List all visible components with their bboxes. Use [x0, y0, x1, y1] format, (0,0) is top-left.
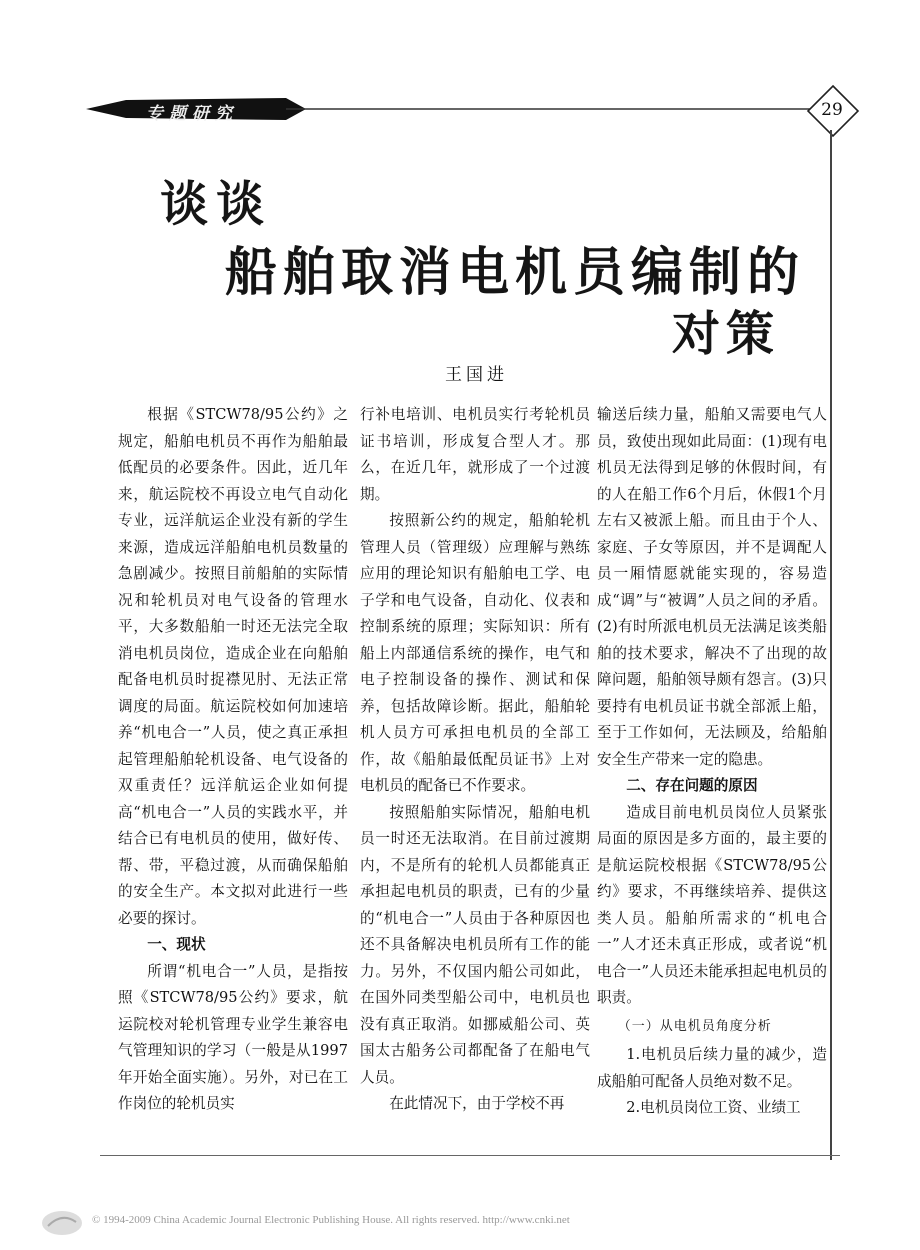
paragraph: 2.电机员岗位工资、业绩工	[626, 1099, 801, 1116]
footer-copyright: © 1994-2009 China Academic Journal Electronic Publishing House. All rights reserved. http://www.cnki.net	[92, 1214, 570, 1226]
paragraph: 按照新公约的规定，船舶轮机管理人员（管理级）应理解与熟练应用的理论知识有船舶电工学、电子学和电气设备，自动化、仪表和控制系统的原理；实际知识：所有船上内部通信系统的操作，电气和电子控制设备的操作、测试和保养，包括故障诊断。据此，船舶轮机人员方可承担电机员的全部工作，故《船舶最低配员证书》上对电机员的配备已不作要求。	[360, 512, 590, 794]
text-column-3	[597, 402, 827, 1122]
footer-rule	[100, 1155, 840, 1156]
paragraph: 1.电机员后续力量的减少，造成船舶可配备人员绝对数不足。	[597, 1046, 827, 1090]
article-title-line-2: 船舶取消电机员编制的	[225, 243, 806, 303]
paragraph: 输送后续力量，船舶又需要电气人员，致使出现如此局面：(1)现有电机员无法得到足够的休假时间，有的人在船工作6个月后，休假1个月左右又被派上船。而且由于个人、家庭、子女等原因，并不是调配人员一厢情愿就能实现的，容易造成“调”与“被调”人员之间的矛盾。(2)有时所派电机员无法满足该类船舶的技术要求，解决不了出现的故障问题，船舶领导颇有怨言。(3)只要持有电机员证书就全部派上船，至于工作如何，无法顾及，给船舶安全生产带来一定的隐患。	[597, 406, 827, 768]
paragraph: 所谓“机电合一”人员，是指按照《STCW78/95公约》要求，航运院校对轮机管理专业学生兼容电气管理知识的学习（一般是从1997年开始全面实施）。另外，对已在工作岗位的轮机员实	[118, 962, 348, 1112]
text-column-2	[360, 402, 590, 1118]
article-title-line-1: 谈谈	[160, 176, 273, 232]
section-tag: 专题研究	[146, 104, 238, 124]
paragraph: 造成目前电机员岗位人员紧张局面的原因是多方面的，最主要的是航运院校根据《STCW78/95公约》要求，不再继续培养、提供这类人员。船舶所需求的“机电合一”人才还未真正形成，或者说“机电合一”人员还未能承担起电机员的职责。	[597, 803, 827, 1006]
page-number: 29	[821, 100, 843, 120]
right-margin-rule	[830, 130, 832, 1160]
paragraph: 行补电培训、电机员实行考轮机员证书培训，形成复合型人才。那么，在近几年，就形成了一个过渡期。	[360, 406, 590, 503]
text-column-1	[118, 402, 348, 1118]
paragraph: 根据《STCW78/95公约》之规定，船舶电机员不再作为船舶最低配员的必要条件。因此，近几年来，航运院校不再设立电气自动化专业，远洋航运企业没有新的学生来源，造成远洋船舶电机员数量的急剧减少。按照目前船舶的实际情况和轮机员对电气设备的管理水平，大多数船舶一时还无法完全取消电机员岗位，造成企业在向船舶配备电机员时捉襟见肘、无法正常调度的局面。航运院校如何加速培养“机电合一”人员，使之真正承担起管理船舶轮机设备、电气设备的双重责任？远洋航运企业如何提高“机电合一”人员的实践水平，并结合已有电机员的使用，做好传、帮、带，平稳过渡，从而确保船舶的安全生产。本文拟对此进行一些必要的探讨。	[118, 406, 348, 927]
article-title-line-3: 对策	[672, 306, 781, 362]
article-author: 王国进	[445, 365, 508, 385]
subsection-heading: （一）从电机员角度分析	[617, 1018, 772, 1034]
paragraph: 在此情况下，由于学校不再	[389, 1095, 565, 1112]
section-heading: 一、现状	[147, 936, 206, 953]
paragraph: 按照船舶实际情况，船舶电机员一时还无法取消。在目前过渡期内，不是所有的轮机人员都能真正承担起电机员的职责，已有的少量的“机电合一”人员由于各种原因也还不具备解决电机员所有工作的能力。另外，不仅国内船公司如此，在国外同类型船公司中，电机员也没有真正取消。如挪威船公司、英国太古船务公司都配备了在船电气人员。	[360, 803, 590, 1086]
cnki-logo-icon	[40, 1208, 84, 1238]
section-heading: 二、存在问题的原因	[626, 777, 758, 794]
